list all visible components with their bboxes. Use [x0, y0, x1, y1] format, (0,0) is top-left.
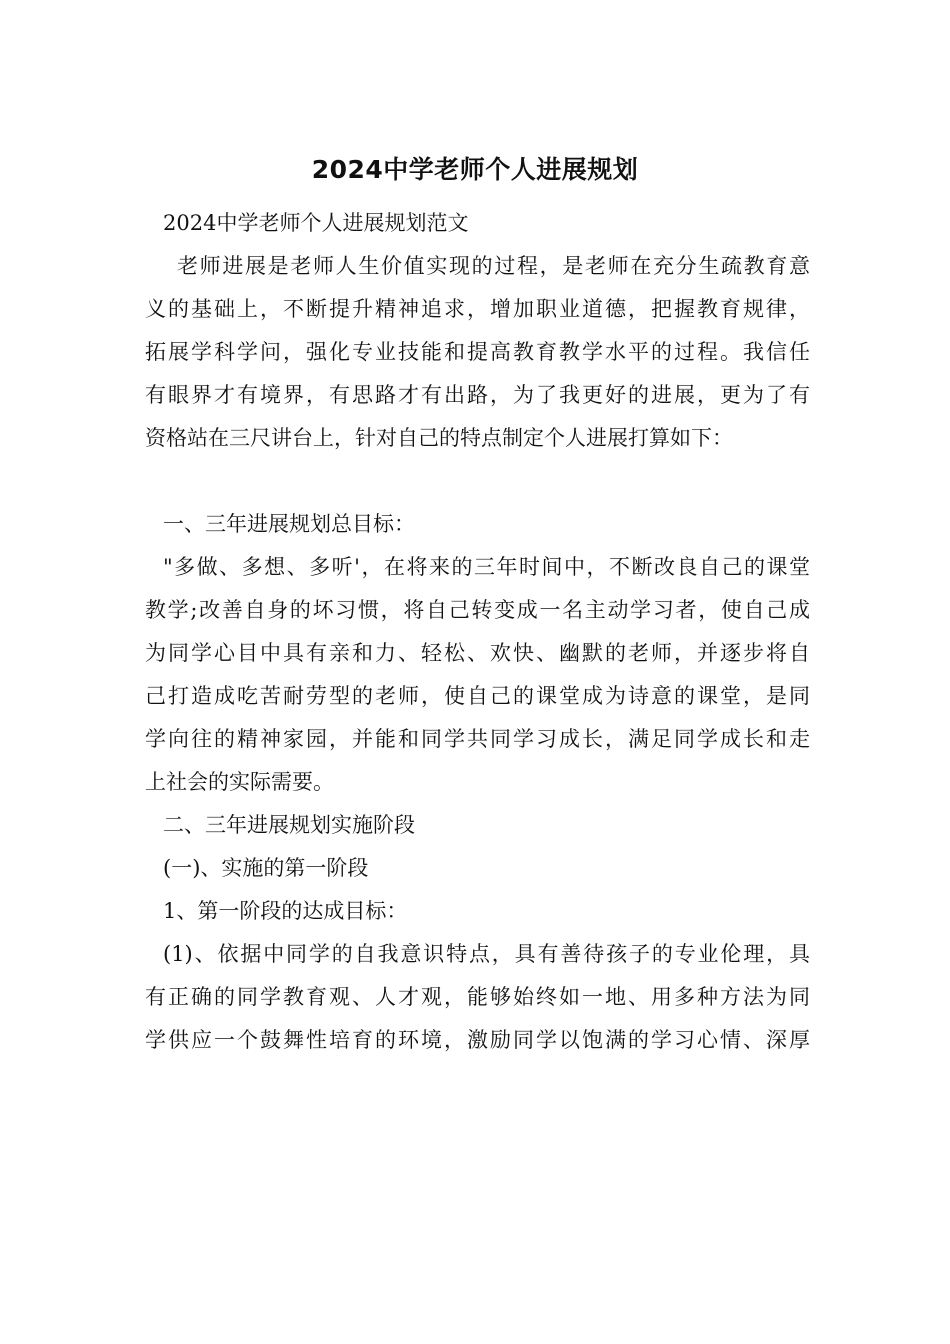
goal1-line-3: 学供应一个鼓舞性培育的环境，激励同学以饱满的学习心情、深厚	[145, 1028, 810, 1052]
section1-line-4: 己打造成吃苦耐劳型的老师，使自己的课堂成为诗意的课堂，是同	[145, 684, 810, 708]
section1-line-2: 教学;改善自身的坏习惯，将自己转变成一名主动学习者，使自己成	[145, 598, 810, 622]
stage1-heading: (一)、实施的第一阶段	[163, 856, 369, 880]
document-body	[145, 202, 810, 1062]
intro-line-5: 资格站在三尺讲台上，针对自己的特点制定个人进展打算如下：	[145, 426, 733, 450]
goal1-line-2: 有正确的同学教育观、人才观，能够始终如一地、用多种方法为同	[145, 985, 810, 1009]
section2-heading: 二、三年进展规划实施阶段	[163, 813, 415, 837]
paragraph-gap	[145, 460, 810, 503]
section1-line-3: 为同学心目中具有亲和力、轻松、欢快、幽默的老师，并逐步将自	[145, 641, 810, 665]
stage1-goal-heading: 1、第一阶段的达成目标：	[163, 899, 408, 923]
section1-line-5: 学向往的精神家园，并能和同学共同学习成长，满足同学成长和走	[145, 727, 810, 751]
section1-heading: 一、三年进展规划总目标：	[163, 512, 415, 536]
goal1-line-1: (1)、依据中同学的自我意识特点，具有善待孩子的专业伦理，具	[163, 942, 810, 966]
intro-line-3: 拓展学科学问，强化专业技能和提高教育教学水平的过程。我信任	[145, 340, 810, 364]
section1-line-6: 上社会的实际需要。	[145, 770, 334, 794]
intro-line-2: 义的基础上，不断提升精神追求，增加职业道德，把握教育规律，	[145, 297, 810, 321]
section1-line-1: "多做、多想、多听'，在将来的三年时间中，不断改良自己的课堂	[163, 555, 810, 579]
intro-line-1: 老师进展是老师人生价值实现的过程，是老师在充分生疏教育意	[177, 254, 810, 278]
subtitle: 2024中学老师个人进展规划范文	[163, 211, 469, 235]
intro-line-4: 有眼界才有境界，有思路才有出路，为了我更好的进展，更为了有	[145, 383, 810, 407]
document-title: 2024中学老师个人进展规划	[311, 155, 639, 184]
